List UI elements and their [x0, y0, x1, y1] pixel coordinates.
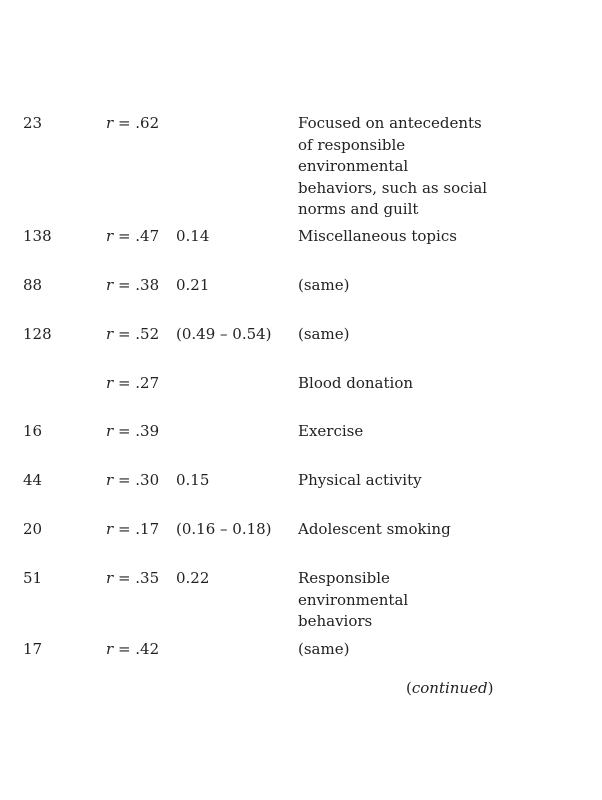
row-note: Miscellaneous topics — [298, 227, 457, 245]
confidence-interval: (0.49 – 0.54) — [176, 325, 272, 343]
row-note: (same) — [298, 325, 350, 343]
sample-count: 23 — [23, 114, 43, 132]
row-note: (same) — [298, 276, 350, 294]
r-symbol: r — [106, 325, 114, 343]
row-note: Focused on antecedents of responsible environmental behaviors, such as social norms and guilt — [298, 114, 488, 218]
sample-count: 128 — [23, 325, 52, 343]
correlation — [106, 639, 159, 661]
r-symbol: r — [106, 227, 114, 245]
sample-count: 88 — [23, 276, 43, 294]
effect-value: 0.22 — [176, 569, 210, 587]
r-value: = .39 — [113, 422, 160, 440]
continued-text: continued — [411, 679, 488, 697]
r-symbol: r — [106, 471, 114, 489]
open-paren: ( — [406, 679, 412, 697]
r-value: = .17 — [113, 520, 160, 538]
r-value: = .30 — [113, 471, 160, 489]
row-note: Adolescent smoking — [298, 520, 451, 538]
correlation — [106, 324, 159, 346]
r-value: = .27 — [113, 374, 160, 392]
close-paren: ) — [487, 679, 494, 697]
r-symbol: r — [106, 374, 114, 392]
r-value: = .47 — [113, 227, 160, 245]
r-symbol: r — [106, 520, 114, 538]
row-note: (same) — [298, 640, 350, 658]
row-note: Exercise — [298, 422, 364, 440]
correlation — [106, 421, 159, 443]
r-symbol: r — [106, 640, 114, 658]
correlation — [106, 470, 159, 492]
sample-count: 17 — [23, 640, 43, 658]
r-value: = .38 — [113, 276, 160, 294]
r-value: = .35 — [113, 569, 160, 587]
effect-value: 0.15 — [176, 471, 210, 489]
effect-value: 0.14 — [176, 227, 210, 245]
effect-value: 0.21 — [176, 276, 210, 294]
correlation — [106, 113, 159, 135]
row-note: Blood donation — [298, 374, 414, 392]
correlation — [106, 226, 159, 248]
sample-count: 51 — [23, 569, 43, 587]
row-note: Physical activity — [298, 471, 422, 489]
r-value: = .52 — [113, 325, 160, 343]
correlation — [106, 568, 159, 590]
r-symbol: r — [106, 569, 114, 587]
correlation — [106, 519, 159, 541]
sample-count: 16 — [23, 422, 43, 440]
correlation — [106, 275, 159, 297]
sample-count: 20 — [23, 520, 43, 538]
sample-count: 44 — [23, 471, 43, 489]
r-symbol: r — [106, 114, 114, 132]
r-symbol: r — [106, 422, 114, 440]
sample-count: 138 — [23, 227, 52, 245]
row-note: Responsible environmental behaviors — [298, 569, 409, 630]
r-symbol: r — [106, 276, 114, 294]
r-value: = .62 — [113, 114, 160, 132]
correlation — [106, 373, 159, 395]
continued-label — [406, 678, 493, 700]
confidence-interval: (0.16 – 0.18) — [176, 520, 272, 538]
r-value: = .42 — [113, 640, 160, 658]
